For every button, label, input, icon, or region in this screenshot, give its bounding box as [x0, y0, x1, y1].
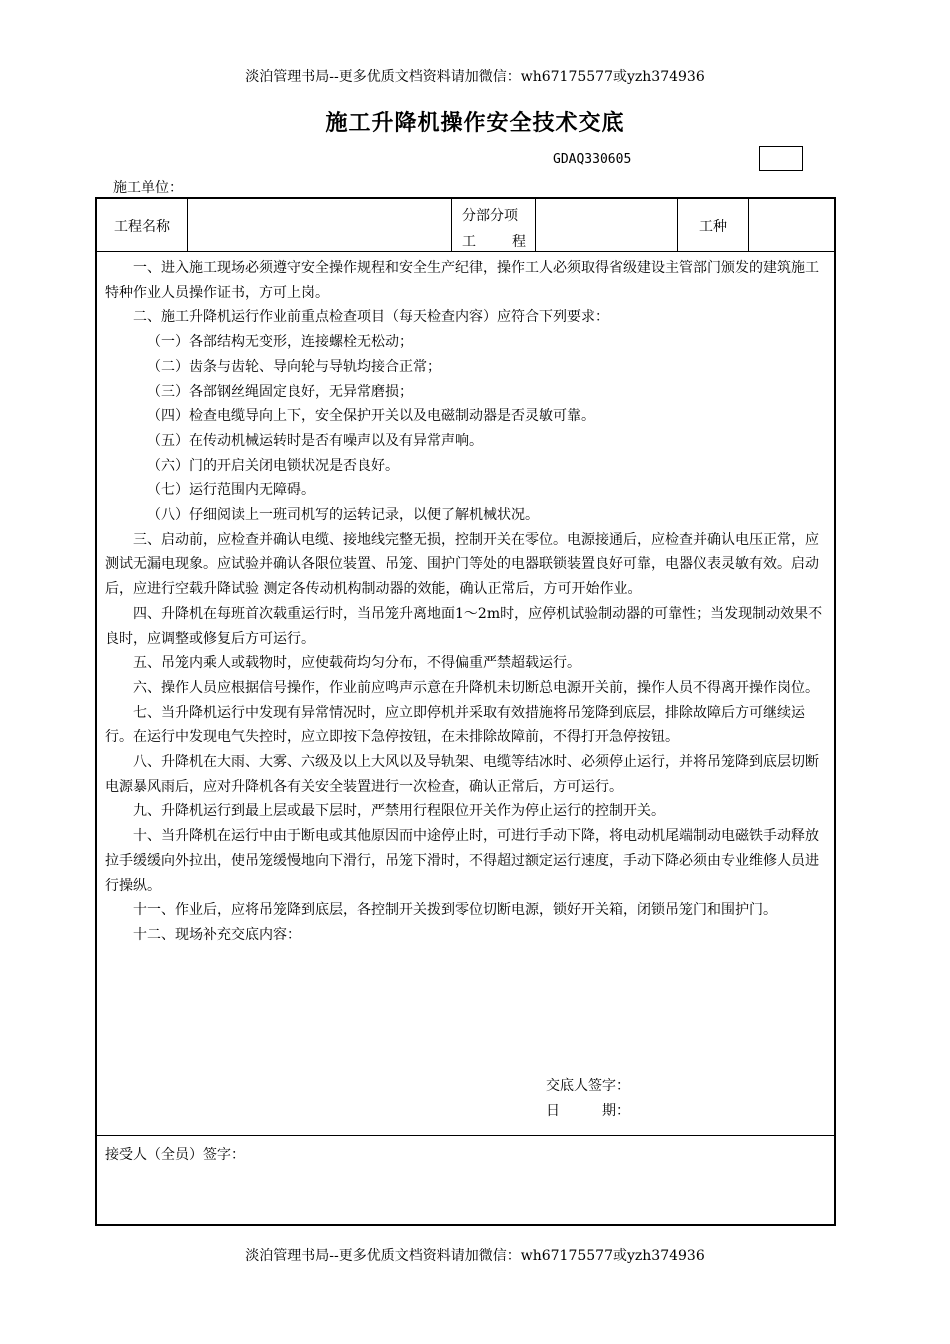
check-item-8: （八）仔细阅读上一班司机写的运转记录，以便了解机械状况。 — [147, 507, 539, 524]
check-item-6: （六）门的开启关闭电锁状况是否良好。 — [147, 457, 399, 474]
signature-block — [546, 1074, 630, 1123]
project-name-label: 工程名称 — [114, 219, 170, 235]
trade-label: 工种 — [699, 219, 727, 235]
check-item-3: （三）各部钢丝绳固定良好，无异常磨损； — [147, 383, 413, 400]
sub-project-label-bottom — [462, 231, 526, 251]
paragraph-2: 二、施工升降机运行作业前重点检查项目（每天检查内容）应符合下列要求： — [133, 309, 609, 326]
check-item-4: （四）检查电缆导向上下，安全保护开关以及电磁制动器是否灵敏可靠。 — [147, 408, 595, 425]
footer-note: 淡泊管理书局--更多优质文档资料请加微信：wh67175577或yzh374936 — [245, 1248, 705, 1264]
check-item-7: （七）运行范围内无障碍。 — [147, 482, 315, 499]
sub-project-label-bottom-1: 工 — [462, 234, 476, 250]
sub-project-label-cell — [452, 199, 536, 251]
check-item-1: （一）各部结构无变形，连接螺栓无松动； — [147, 334, 413, 351]
trade-label-cell — [678, 199, 749, 251]
paragraph-12: 十二、现场补充交底内容： — [133, 926, 301, 943]
paragraph-10: 十、当升降机在运行中由于断电或其他原因而中途停止时，可进行手动下降，将电动机尾端制动电磁铁手动释放拉手缓缓向外拉出，使吊笼缓慢地向下滑行，吊笼下滑时，不得超过额定运行速度，手动下降必须由专业维修人员进行操纵。 — [105, 828, 819, 894]
date-label — [546, 1099, 630, 1124]
document-code: GDAQ330605 — [553, 152, 632, 167]
paragraph-5: 五、吊笼内乘人或载物时，应使载荷均匀分布，不得偏重严禁超载运行。 — [133, 655, 581, 672]
check-item-2: （二）齿条与齿轮、导向轮与导轨均接合正常； — [147, 358, 441, 375]
receiver-signature-label: 接受人（全员）签字： — [105, 1147, 245, 1163]
disclosure-table — [95, 197, 836, 1226]
paragraph-7: 七、当升降机运行中发现有异常情况时，应立即停机并采取有效措施将吊笼降到底层，排除故障后方可继续运行。在运行中发现电气失控时，应立即按下急停按钮，在未排除故障前，不得打开急停按钮。 — [105, 704, 805, 746]
sub-project-label-top: 分部分项 — [462, 208, 518, 224]
paragraph-1: 一、进入施工现场必须遵守安全操作规程和安全生产纪律，操作工人必须取得省级建设主管部门颁发的建筑施工特种作业人员操作证书，方可上岗。 — [105, 260, 819, 301]
code-box — [759, 146, 803, 171]
disclosure-content — [105, 256, 830, 948]
header-row — [97, 199, 834, 252]
paragraph-9: 九、升降机运行到最上层或最下层时，严禁用行程限位开关作为停止运行的控制开关。 — [133, 803, 665, 820]
project-name-label-cell — [97, 199, 188, 251]
header-note: 淡泊管理书局--更多优质文档资料请加微信：wh67175577或yzh374936 — [245, 69, 705, 85]
discloser-signature-label: 交底人签字： — [546, 1078, 630, 1094]
check-item-5: （五）在传动机械运转时是否有噪声以及有异常声响。 — [147, 432, 483, 449]
paragraph-3: 三、启动前，应检查并确认电缆、接地线完整无损，控制开关在零位。电源接通后，应检查并确认电压正常，应测试无漏电现象。应试验并确认各限位装置、吊笼、围护门等处的电器联锁装置良好可靠，电器仪表灵敏有效。启动后，应进行空载升降试验 测定各传动机构制动器的效能，确认正常后，方可开始作业。 — [105, 531, 819, 598]
paragraph-4: 四、升降机在每班首次载重运行时，当吊笼升离地面1～2m时，应停机试验制动器的可靠性；当发现制动效果不良时，应调整或修复后方可运行。 — [105, 605, 823, 647]
sub-project-value-cell[interactable] — [536, 199, 678, 251]
paragraph-11: 十一、作业后，应将吊笼降到底层，各控制开关拨到零位切断电源，锁好开关箱，闭锁吊笼门和围护门。 — [133, 902, 777, 919]
page-title: 施工升降机操作安全技术交底 — [325, 111, 625, 136]
receiver-row[interactable] — [97, 1135, 834, 1226]
trade-value-cell[interactable] — [749, 199, 836, 251]
paragraph-8: 八、升降机在大雨、大雾、六级及以上大风以及导轨架、电缆等结冰时、必须停止运行，并将吊笼降到底层切断电源暴风雨后，应对升降机各有关安全装置进行一次检查，确认正常后，方可运行。 — [105, 754, 819, 795]
date-label-2: 期： — [602, 1102, 630, 1119]
project-name-value-cell[interactable] — [188, 199, 452, 251]
paragraph-6: 六、操作人员应根据信号操作，作业前应鸣声示意在升降机未切断总电源开关前，操作人员不得离开操作岗位。 — [133, 679, 819, 696]
sub-project-label-bottom-2: 程 — [512, 234, 526, 250]
construction-unit-label: 施工单位： — [113, 180, 183, 196]
date-label-1: 日 — [546, 1102, 560, 1119]
